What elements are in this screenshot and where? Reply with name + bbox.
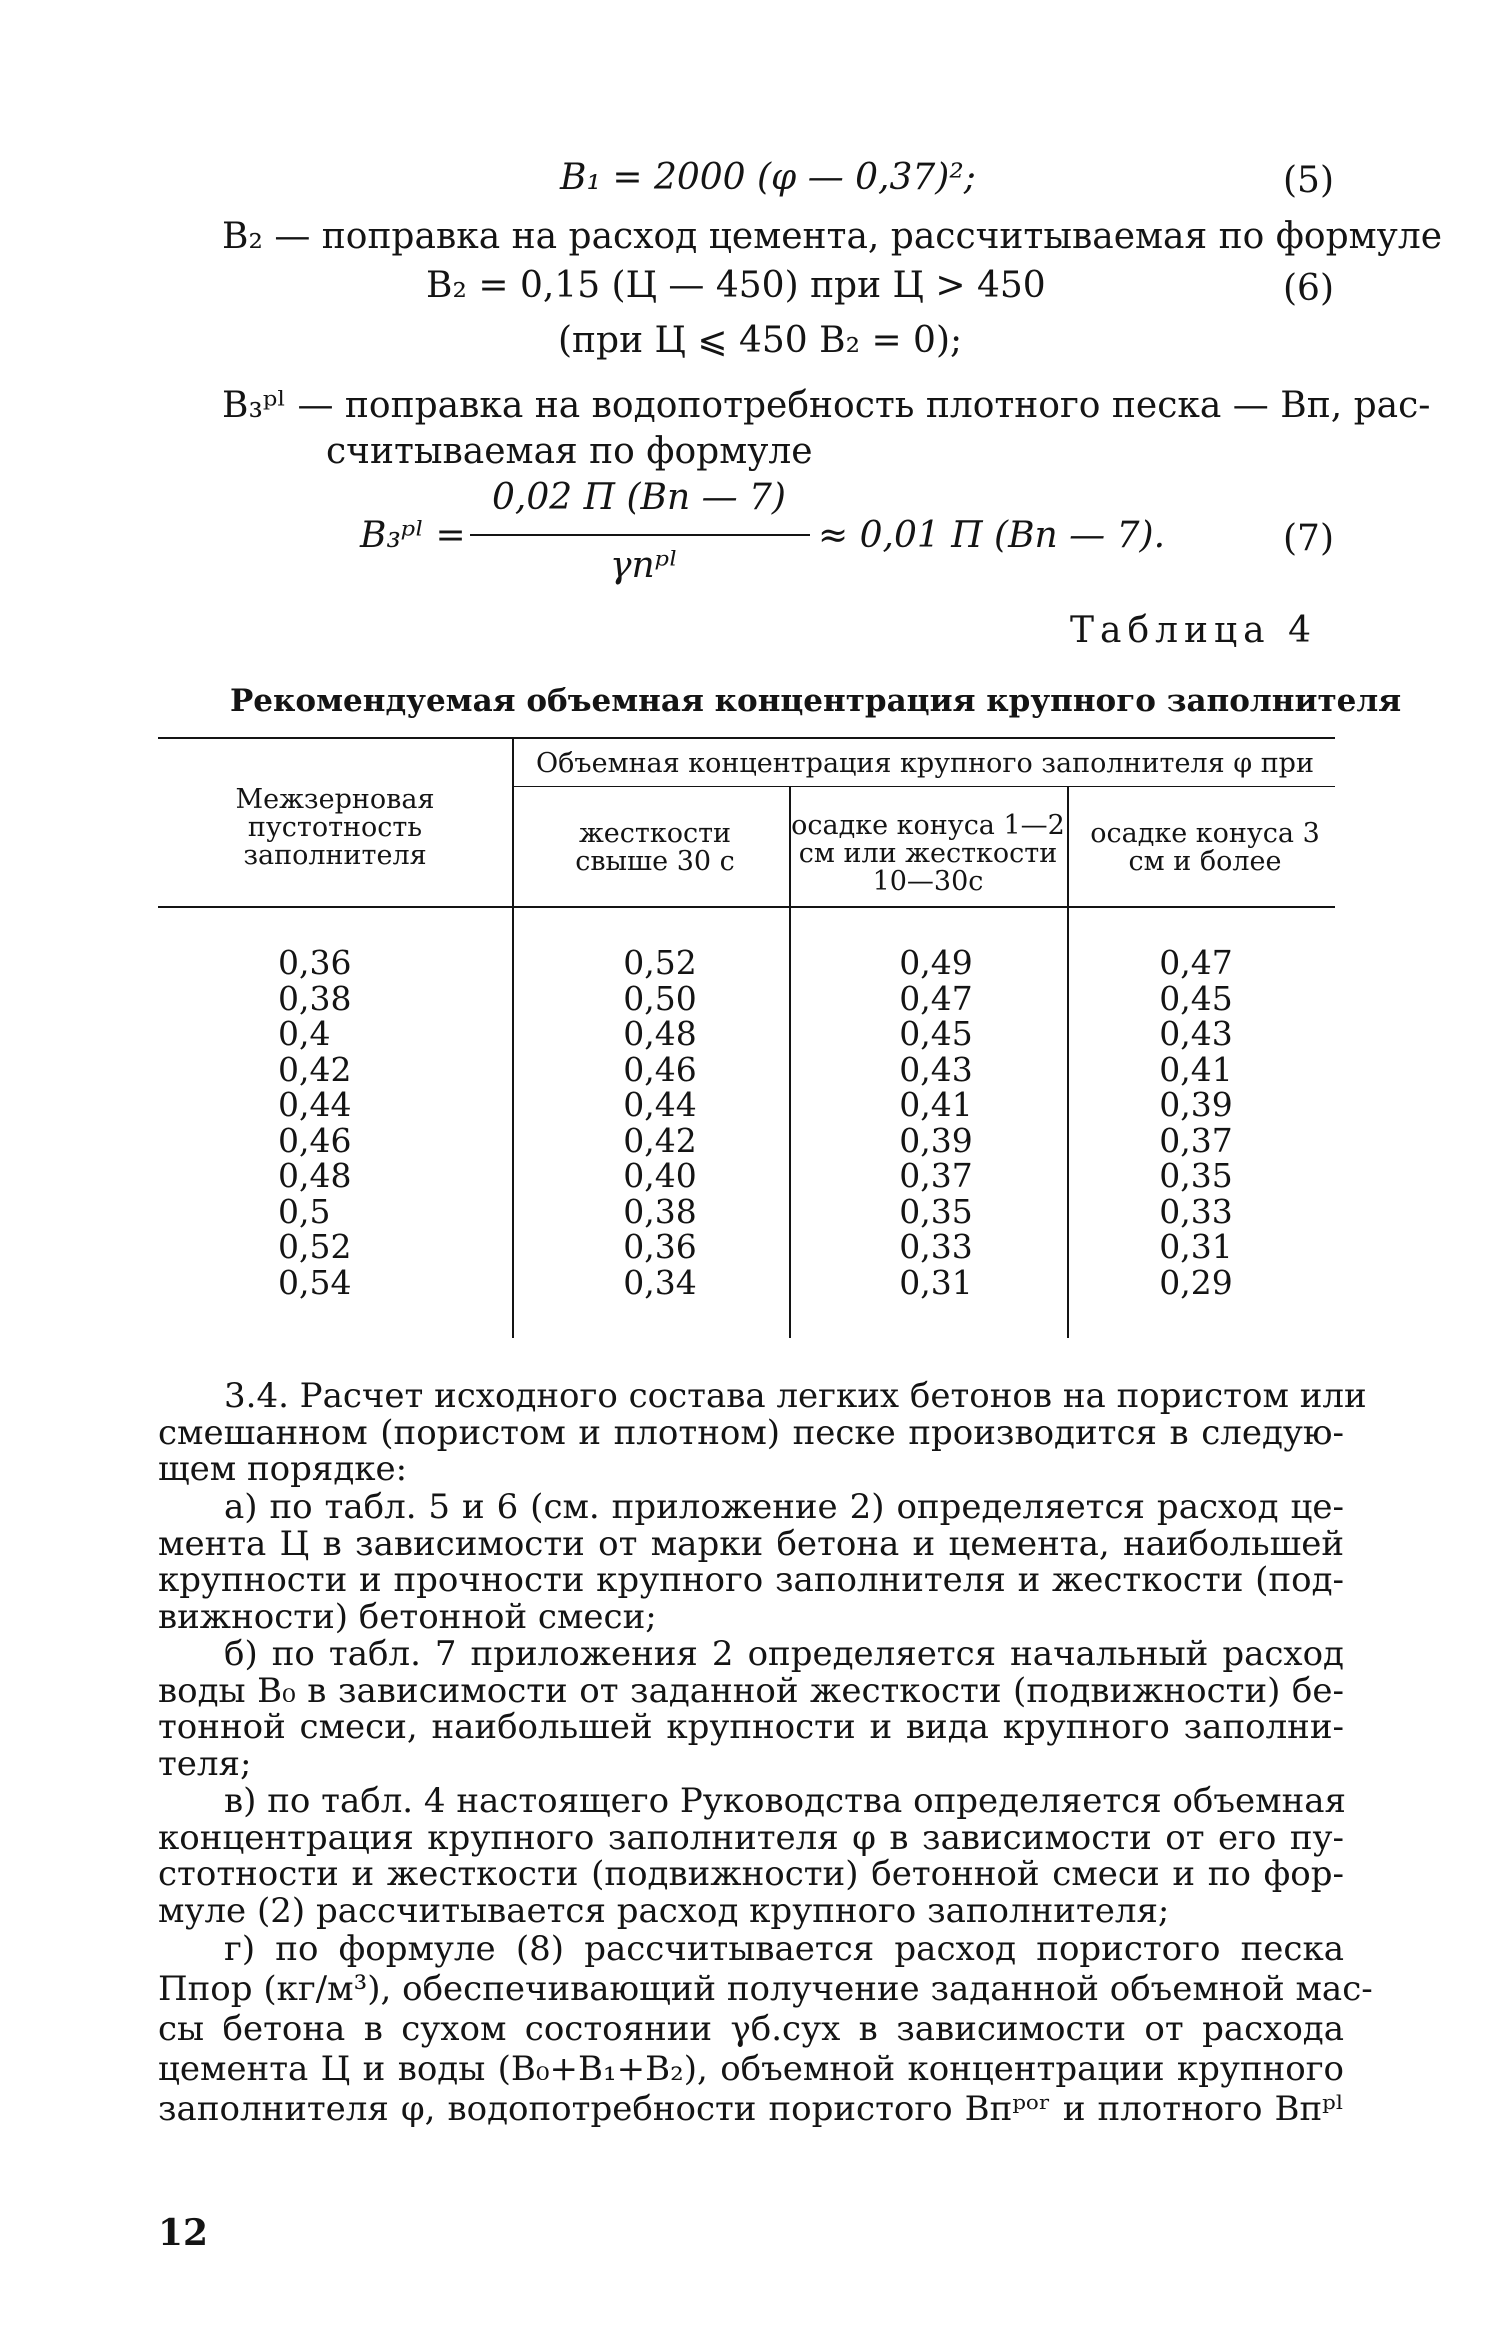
paragraph-line: а) по табл. 5 и 6 (см. приложение 2) определяется расход це- (224, 1487, 1344, 1527)
paragraph-3-4 (158, 1376, 1367, 1489)
table-header-group: Объемная концентрация крупного заполнителя φ при (536, 748, 1314, 779)
paragraph-line: г) по формуле (8) рассчитывается расход пористого песка (224, 1929, 1344, 1969)
paragraph-line: цемента Ц и воды (B₀+B₁+B₂), объемной концентрации крупного (158, 2049, 1344, 2089)
paragraph-line: вижности) бетонной смеси; (158, 1596, 657, 1637)
table-column-void-ratio: 0,36 0,38 0,4 0,42 0,44 0,46 0,48 0,5 0,52 0,54 (278, 943, 352, 1302)
paragraph-d (158, 1929, 1373, 2129)
paragraph-line: муле (2) рассчитывается расход крупного заполнителя; (158, 1890, 1170, 1931)
table-title: Рекомендуемая объемная концентрация крупного заполнителя (230, 683, 1402, 719)
paragraph-b (158, 1636, 1344, 1782)
b3-description-line1: B₃ᵖˡ — поправка на водопотребность плотного песка — Bп, рас- (222, 385, 1431, 426)
table-column-slump-1-2: 0,49 0,47 0,45 0,43 0,41 0,39 0,37 0,35 0,33 0,31 (899, 943, 973, 1302)
table-column-slump-3: 0,47 0,45 0,43 0,41 0,39 0,37 0,35 0,33 0,31 0,29 (1159, 943, 1233, 1302)
formula-6-condition: (при Ц ⩽ 450 B₂ = 0); (558, 320, 963, 361)
paragraph-line: мента Ц в зависимости от марки бетона и цемента, наибольшей (158, 1523, 1344, 1564)
paragraph-line: стотности и жесткости (подвижности) бетонной смеси и по фор- (158, 1854, 1344, 1894)
formula-7-denominator: γпᵖˡ (610, 545, 678, 586)
paragraph-c (158, 1783, 1344, 1929)
formula-7-fraction-bar (470, 534, 810, 536)
table-column-stiffness-30: 0,52 0,50 0,48 0,46 0,44 0,42 0,40 0,38 0,36 0,34 (623, 943, 697, 1302)
formula-5: B₁ = 2000 (φ — 0,37)²; (560, 157, 976, 198)
formula-7-number: (7) (1283, 518, 1334, 559)
paragraph-line: концентрация крупного заполнителя φ в зависимости от его пу- (158, 1817, 1344, 1858)
paragraph-line: крупности и прочности крупного заполнителя и жесткости (под- (158, 1560, 1344, 1600)
b2-description: B₂ — поправка на расход цемента, рассчитываемая по формуле (222, 216, 1443, 257)
paragraph-line: смешанном (пористом и плотном) песке производится в следую- (158, 1412, 1344, 1453)
formula-6-number: (6) (1283, 268, 1334, 309)
table-header-slump-1-2: осадке конуса 1—2 см или жесткости 10—30с (791, 810, 1065, 897)
paragraph-line: воды B₀ в зависимости от заданной жесткости (подвижности) бе- (158, 1670, 1344, 1711)
table-header-slump-3: осадке конуса 3 см и более (1090, 818, 1320, 877)
formula-7-rhs: ≈ 0,01 П (Bп — 7). (818, 515, 1166, 556)
paragraph-line: Ппор (кг/м³), обеспечивающий получение заданной объемной мас- (158, 1969, 1373, 2009)
table-header-void-ratio: Межзерновая пустотность заполнителя (235, 784, 435, 871)
table-header-stiffness-30: жесткости свыше 30 с (575, 818, 735, 877)
paragraph-line: тонной смеси, наибольшей крупности и вида крупного заполни- (158, 1707, 1344, 1747)
paragraph-line: теля; (158, 1743, 252, 1784)
table-label: Таблица 4 (1070, 610, 1317, 651)
paragraph-a (158, 1489, 1344, 1635)
formula-5-number: (5) (1283, 160, 1334, 201)
formula-6: B₂ = 0,15 (Ц — 450) при Ц > 450 (426, 265, 1046, 306)
formula-7-numerator: 0,02 П (Bп — 7) (492, 477, 786, 518)
paragraph-line: заполнителя φ, водопотребности пористого Bпᵖᵒʳ и плотного Bпᵖˡ (158, 2089, 1344, 2129)
paragraph-line: б) по табл. 7 приложения 2 определяется начальный расход (224, 1634, 1344, 1674)
formula-7-lhs: B₃ᵖˡ = (360, 515, 466, 556)
table-top-rule (158, 737, 1335, 739)
paragraph-line: щем порядке: (158, 1449, 408, 1489)
table-group-rule (512, 786, 1335, 787)
table-header-bottom-rule (158, 906, 1335, 908)
paragraph-line: в) по табл. 4 настоящего Руководства определяется объемная (224, 1781, 1346, 1821)
paragraph-line: сы бетона в сухом состоянии γб.сух в зависимости от расхода (158, 2009, 1344, 2049)
table-vline-1 (512, 738, 514, 1338)
b3-description-line2: считываемая по формуле (326, 431, 813, 472)
paragraph-line: 3.4. Расчет исходного состава легких бетонов на пористом или (224, 1376, 1367, 1416)
page-number: 12 (158, 2212, 209, 2254)
